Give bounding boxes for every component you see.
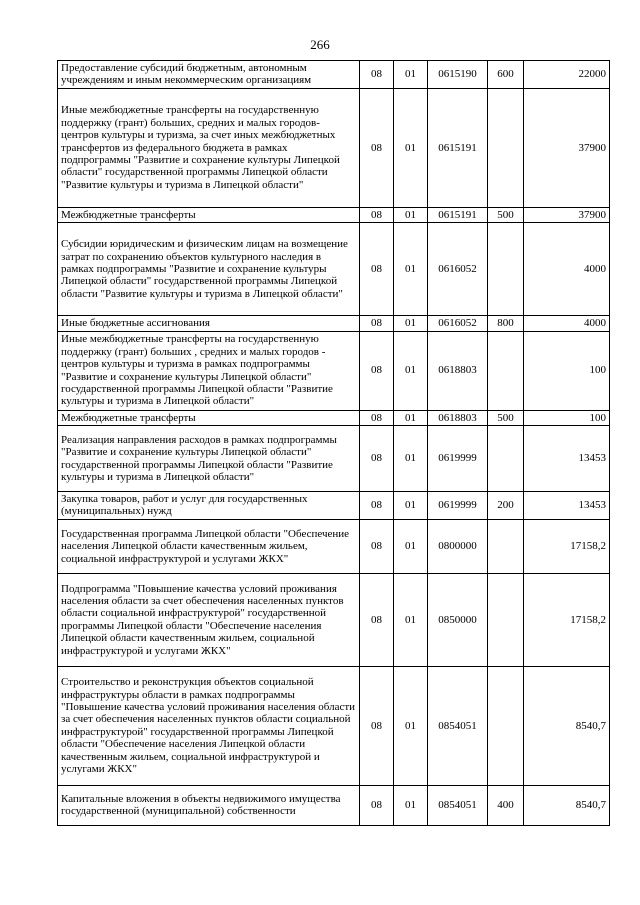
row-target-code: 0615190 [428, 61, 488, 89]
row-section: 08 [360, 410, 394, 425]
row-amount: 22000 [524, 61, 610, 89]
row-expense-type [488, 666, 524, 785]
row-description: Реализация направления расходов в рамках подпрограммы "Развитие и сохранение культуры Липецкой области" государственной программы Липецкой области "Развитие культуры и туризма в Липецкой области" [58, 426, 360, 492]
row-section: 08 [360, 492, 394, 520]
row-target-code: 0616052 [428, 223, 488, 316]
row-description: Предоставление субсидий бюджетным, автономным учреждениям и иным некоммерческим организациям [58, 61, 360, 89]
row-target-code: 0619999 [428, 426, 488, 492]
row-expense-type [488, 223, 524, 316]
row-target-code: 0854051 [428, 666, 488, 785]
row-target-code: 0615191 [428, 207, 488, 222]
row-amount: 100 [524, 410, 610, 425]
row-amount: 37900 [524, 88, 610, 207]
row-amount: 13453 [524, 492, 610, 520]
row-amount: 8540,7 [524, 785, 610, 825]
row-target-code: 0615191 [428, 88, 488, 207]
row-subsection: 01 [394, 61, 428, 89]
page-number: 266 [310, 37, 330, 52]
row-description: Иные межбюджетные трансферты на государственную поддержку (грант) больших, средних и малых городов-центров культуры и туризма, за счет иных межбюджетных трансфертов из федерального бюджета в рамках подпрограммы "Развитие и сохранение культуры Липецкой области" государственной программы Липецкой области "Развитие культуры и туризма в Липецкой области" [58, 88, 360, 207]
row-description: Подпрограмма "Повышение качества условий проживания населения области за счет обеспечения населенных пунктов области социальной инфраструктурой" государственной программы Липецкой области "Обеспечение населения Липецкой области качественным жильем, социальной инфраструктурой и услугами ЖКХ" [58, 573, 360, 666]
row-amount: 4000 [524, 223, 610, 316]
row-amount: 100 [524, 331, 610, 410]
row-target-code: 0854051 [428, 785, 488, 825]
table-row [58, 410, 610, 425]
row-description: Строительство и реконструкция объектов социальной инфраструктуры области в рамках подпрограммы "Повышение качества условий проживания населения области за счет обеспечения населенных пунктов области социальной инфраструктурой" государственной программы Липецкой области "Обеспечение населения Липецкой области качественным жильем, социальной инфраструктурой и услугами ЖКХ" [58, 666, 360, 785]
row-expense-type [488, 426, 524, 492]
row-subsection: 01 [394, 573, 428, 666]
row-target-code: 0619999 [428, 492, 488, 520]
row-amount: 17158,2 [524, 519, 610, 573]
table-row [58, 223, 610, 316]
row-expense-type: 400 [488, 785, 524, 825]
table-row [58, 207, 610, 222]
row-expense-type: 200 [488, 492, 524, 520]
row-expense-type: 500 [488, 410, 524, 425]
row-section: 08 [360, 207, 394, 222]
table-row [58, 426, 610, 492]
row-subsection: 01 [394, 426, 428, 492]
row-subsection: 01 [394, 410, 428, 425]
table-row [58, 666, 610, 785]
row-amount: 37900 [524, 207, 610, 222]
row-expense-type [488, 331, 524, 410]
table-row [58, 331, 610, 410]
row-section: 08 [360, 666, 394, 785]
row-amount: 4000 [524, 316, 610, 331]
row-expense-type [488, 573, 524, 666]
row-expense-type [488, 519, 524, 573]
row-section: 08 [360, 519, 394, 573]
row-subsection: 01 [394, 316, 428, 331]
row-description: Государственная программа Липецкой области "Обеспечение населения Липецкой области качественным жильем, социальной инфраструктурой и услугами ЖКХ" [58, 519, 360, 573]
table-row [58, 316, 610, 331]
budget-table-body [58, 61, 610, 826]
row-subsection: 01 [394, 666, 428, 785]
row-subsection: 01 [394, 223, 428, 316]
row-description: Закупка товаров, работ и услуг для государственных (муниципальных) нужд [58, 492, 360, 520]
row-description: Иные бюджетные ассигнования [58, 316, 360, 331]
row-section: 08 [360, 316, 394, 331]
row-target-code: 0800000 [428, 519, 488, 573]
row-section: 08 [360, 426, 394, 492]
table-row [58, 573, 610, 666]
row-description: Субсидии юридическим и физическим лицам на возмещение затрат по сохранению объектов культурного наследия в рамках подпрограммы "Развитие и сохранение культуры Липецкой области" государственной программы Липецкой области "Развитие культуры и туризма в Липецкой области" [58, 223, 360, 316]
table-row [58, 88, 610, 207]
table-row [58, 61, 610, 89]
row-section: 08 [360, 573, 394, 666]
row-section: 08 [360, 88, 394, 207]
row-description: Межбюджетные трансферты [58, 410, 360, 425]
table-row [58, 785, 610, 825]
row-expense-type: 600 [488, 61, 524, 89]
row-expense-type: 500 [488, 207, 524, 222]
row-subsection: 01 [394, 331, 428, 410]
row-amount: 13453 [524, 426, 610, 492]
row-section: 08 [360, 331, 394, 410]
row-subsection: 01 [394, 207, 428, 222]
row-target-code: 0850000 [428, 573, 488, 666]
row-target-code: 0618803 [428, 410, 488, 425]
row-description: Иные межбюджетные трансферты на государственную поддержку (грант) больших , средних и малых городов - центров культуры и туризма в рамках подпрограммы "Развитие и сохранение культуры Липецкой области" государственной программы Липецкой области "Развитие культуры и туризма в Липецкой области" [58, 331, 360, 410]
table-row [58, 519, 610, 573]
row-target-code: 0616052 [428, 316, 488, 331]
row-amount: 8540,7 [524, 666, 610, 785]
row-section: 08 [360, 785, 394, 825]
row-subsection: 01 [394, 492, 428, 520]
row-expense-type: 800 [488, 316, 524, 331]
row-description: Межбюджетные трансферты [58, 207, 360, 222]
row-expense-type [488, 88, 524, 207]
row-subsection: 01 [394, 88, 428, 207]
row-subsection: 01 [394, 519, 428, 573]
table-row [58, 492, 610, 520]
row-target-code: 0618803 [428, 331, 488, 410]
row-subsection: 01 [394, 785, 428, 825]
row-section: 08 [360, 61, 394, 89]
row-section: 08 [360, 223, 394, 316]
row-description: Капитальные вложения в объекты недвижимого имущества государственной (муниципальной) собственности [58, 785, 360, 825]
budget-table [57, 60, 610, 826]
row-amount: 17158,2 [524, 573, 610, 666]
